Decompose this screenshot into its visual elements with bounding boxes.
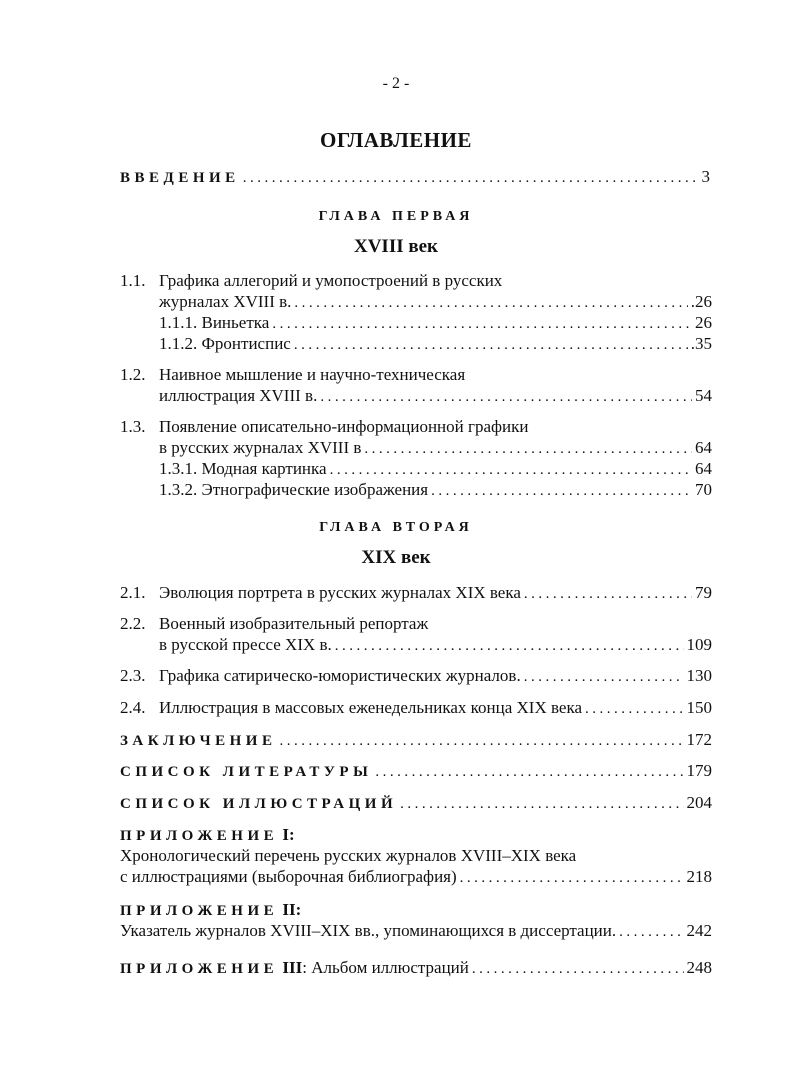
entry-label: в русской прессе XIX в. — [159, 635, 332, 654]
appendix-word: ПРИЛОЖЕНИЕ — [120, 961, 279, 977]
leader-dots — [400, 797, 683, 812]
entry-page: 172 — [686, 730, 712, 749]
toc-entry-2-1[interactable] — [159, 584, 712, 604]
entry-page: 109 — [686, 635, 712, 654]
entry-label: в русских журналах XVIII в — [159, 438, 362, 457]
leader-dots — [243, 171, 699, 186]
chapter-1-heading: ГЛАВА ПЕРВАЯ — [318, 209, 474, 224]
leader-dots — [524, 587, 692, 602]
entry-page: 248 — [686, 958, 712, 977]
appendix-word: ПРИЛОЖЕНИЕ — [120, 903, 279, 919]
toc-entry-intro[interactable] — [120, 168, 710, 188]
toc-entry-conclusion[interactable] — [120, 731, 712, 751]
entry-label: СПИСОК ИЛЛЮСТРАЦИЙ — [120, 796, 398, 812]
page-title: ОГЛАВЛЕНИЕ — [320, 128, 472, 152]
entry-label: 1.3.1. Модная картинка — [159, 459, 327, 478]
appendix-1-line1: Хронологический перечень русских журналов XVIII–XIX века — [120, 846, 577, 865]
chapter-2-subheading: XIX век — [361, 547, 431, 568]
appendix-roman: I: — [282, 825, 295, 844]
toc-entry-1-1-1[interactable] — [159, 314, 712, 334]
section-number: 2.4. — [120, 698, 146, 717]
entry-page: 150 — [686, 698, 712, 717]
section-title-line1: Появление описательно-информационной графики — [159, 417, 529, 436]
entry-label: 1.1.1. Виньетка — [159, 313, 270, 332]
toc-entry-1-2[interactable] — [159, 387, 712, 407]
toc-entry-1-3-1[interactable] — [159, 460, 712, 480]
entry-page: 204 — [686, 793, 712, 812]
leader-dots — [294, 338, 688, 353]
entry-label: Эволюция портрета в русских журналах XIX века — [159, 583, 521, 602]
entry-page: .26 — [690, 292, 712, 311]
leader-dots — [472, 962, 684, 977]
leader-dots — [619, 925, 683, 940]
entry-page: 218 — [686, 867, 712, 886]
entry-label: Графика сатирическо-юмористических журналов. — [159, 666, 521, 685]
toc-entry-illustrations[interactable] — [120, 794, 712, 814]
entry-page: 79 — [695, 583, 712, 602]
toc-entry-2-4[interactable] — [159, 699, 712, 719]
entry-page: 242 — [686, 921, 712, 940]
entry-page: 26 — [695, 313, 712, 332]
toc-entry-1-3[interactable] — [159, 439, 712, 459]
toc-entry-appendix-2[interactable] — [120, 922, 712, 942]
appendix-roman: II: — [282, 900, 302, 919]
entry-label: журналах XVIII в. — [159, 292, 292, 311]
toc-entry-2-3[interactable] — [159, 667, 712, 687]
entry-label: 1.3.2. Этнографические изображения — [159, 480, 429, 499]
appendix-title: : Альбом иллюстраций — [302, 958, 469, 977]
leader-dots — [524, 670, 684, 685]
leader-dots — [294, 296, 687, 311]
section-number: 2.1. — [120, 583, 146, 602]
page-number: - 2 - — [382, 75, 410, 92]
toc-entry-appendix-3[interactable] — [120, 959, 712, 979]
entry-page: 54 — [695, 386, 712, 405]
entry-page: 64 — [695, 459, 712, 478]
entry-label: СПИСОК ЛИТЕРАТУРЫ — [120, 764, 373, 780]
entry-page: .35 — [690, 334, 712, 353]
appendix-1-heading — [120, 826, 295, 844]
entry-page: 130 — [686, 666, 712, 685]
entry-label: ЗАКЛЮЧЕНИЕ — [120, 733, 277, 749]
entry-page: 64 — [695, 438, 712, 457]
section-title-line1: Военный изобразительный репортаж — [159, 614, 429, 633]
entry-label: ВВЕДЕНИЕ — [120, 170, 240, 186]
section-number: 1.3. — [120, 417, 146, 436]
leader-dots — [279, 734, 683, 749]
entry-label: с иллюстрациями (выборочная библиография) — [120, 867, 457, 886]
entry-page: 3 — [701, 167, 710, 186]
leader-dots — [272, 317, 692, 332]
entry-page: 179 — [686, 761, 712, 780]
section-number: 1.2. — [120, 365, 146, 384]
section-number: 2.3. — [120, 666, 146, 685]
leader-dots — [335, 639, 684, 654]
entry-label: 1.1.2. Фронтиспис — [159, 334, 291, 353]
entry-page: 70 — [695, 480, 712, 499]
entry-label — [120, 959, 469, 977]
leader-dots — [330, 463, 692, 478]
leader-dots — [375, 765, 683, 780]
leader-dots — [460, 871, 684, 886]
section-number: 1.1. — [120, 271, 146, 290]
chapter-1-subheading: XVIII век — [353, 236, 438, 257]
toc-entry-appendix-1[interactable] — [120, 868, 712, 888]
leader-dots — [364, 442, 692, 457]
toc-entry-1-3-2[interactable] — [159, 481, 712, 501]
entry-label: иллюстрация XVIII в. — [159, 386, 318, 405]
section-title-line1: Графика аллегорий и умопостроений в русских — [159, 271, 503, 290]
entry-label: Иллюстрация в массовых еженедельниках конца XIX века — [159, 698, 583, 717]
section-title-line1: Наивное мышление и научно-техническая — [159, 365, 466, 384]
toc-entry-literature[interactable] — [120, 762, 712, 782]
toc-entry-2-2[interactable] — [159, 636, 712, 656]
toc-entry-1-1[interactable] — [159, 293, 712, 313]
chapter-2-heading: ГЛАВА ВТОРАЯ — [319, 520, 473, 535]
section-number: 2.2. — [120, 614, 146, 633]
leader-dots — [320, 390, 692, 405]
appendix-word: ПРИЛОЖЕНИЕ — [120, 828, 279, 844]
appendix-roman: III — [282, 958, 303, 977]
entry-label: Указатель журналов XVIII–XIX вв., упоминающихся в диссертации. — [120, 921, 617, 940]
leader-dots — [431, 484, 692, 499]
appendix-2-heading — [120, 901, 301, 919]
leader-dots — [585, 702, 683, 717]
toc-entry-1-1-2[interactable] — [159, 335, 712, 355]
